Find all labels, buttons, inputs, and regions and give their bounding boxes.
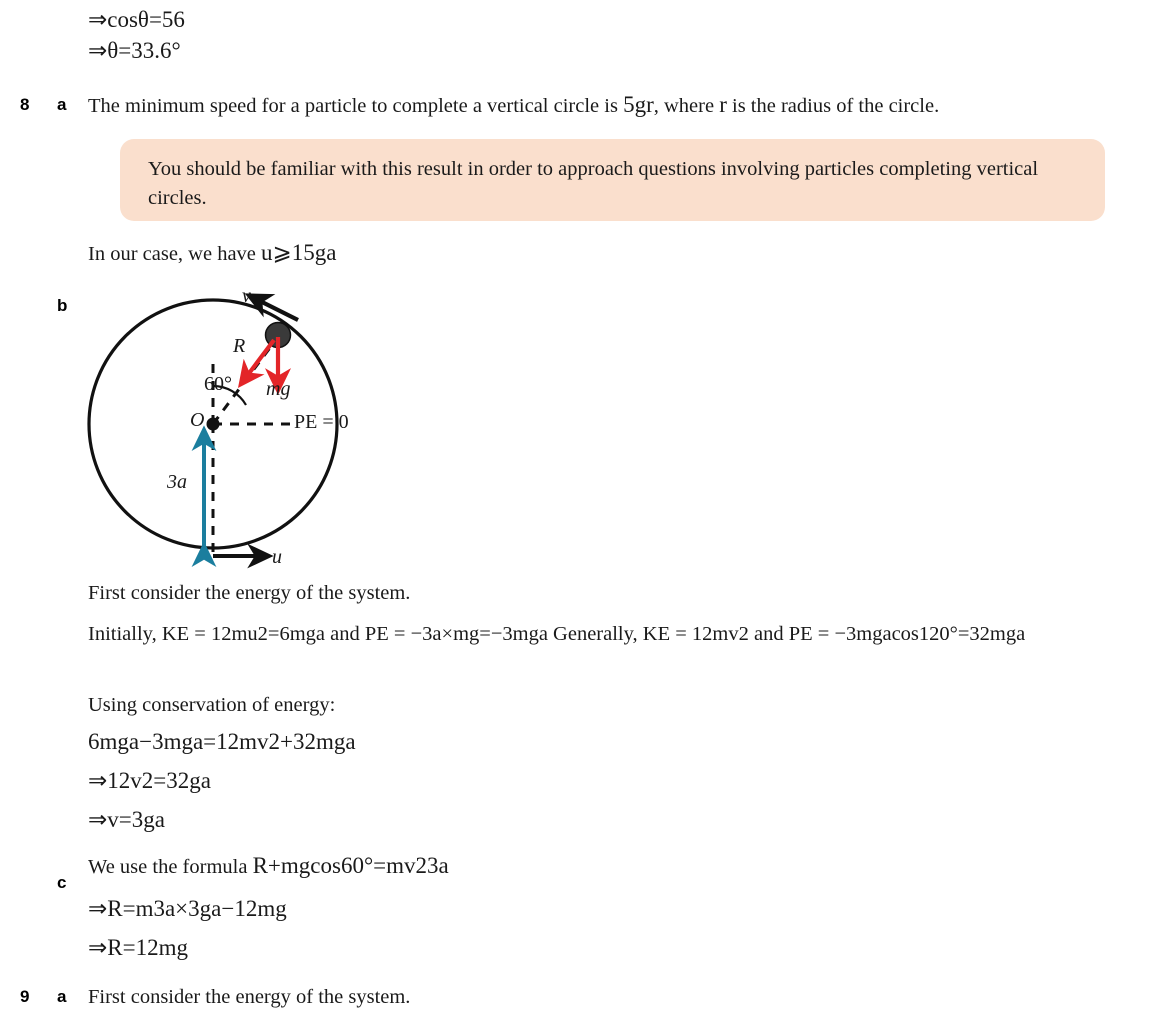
label-radius-3a: 3a (167, 471, 187, 493)
answer-8c-prefix: We use the formula (88, 856, 253, 878)
vertical-circle-diagram (78, 285, 378, 575)
answer-8b-line-5: ⇒12v2=32ga (88, 768, 211, 793)
answer-8c-math-formula: R+mgcos60°=mv23a (252, 853, 449, 878)
label-angle-60: 60° (204, 373, 232, 395)
part-letter-8b: b (57, 296, 68, 315)
label-centre-O: O (190, 409, 205, 431)
answer-8a-statement-prefix: The minimum speed for a particle to complete a vertical circle is (88, 95, 624, 117)
tip-callout-box (120, 139, 1105, 221)
answer-8b-line-1: First consider the energy of the system. (88, 582, 411, 604)
part-letter-8a: a (57, 95, 67, 114)
math-line-theta-value: ⇒θ=33.6° (88, 38, 181, 63)
answer-8b-line-3: Using conservation of energy: (88, 694, 336, 716)
part-letter-9a: a (57, 987, 67, 1006)
answer-8a-statement (88, 90, 939, 121)
label-reaction-R: R (233, 335, 246, 357)
answer-8c-line-2: ⇒R=m3a×3ga−12mg (88, 896, 287, 921)
label-initial-speed-u: u (272, 546, 282, 568)
tip-callout-text: You should be familiar with this result in order to approach questions involving particles completing vertical circles. (148, 158, 1039, 209)
answer-8a-followup-prefix: In our case, we have (88, 243, 262, 265)
label-weight-mg: mg (266, 378, 291, 400)
centre-point-dot (207, 418, 220, 431)
answer-8a-statement-suffix2: is the radius of the circle. (726, 95, 940, 117)
label-velocity-v: v (242, 285, 251, 307)
answer-9a-line-1: First consider the energy of the system. (88, 986, 411, 1008)
answer-8c-formula-line (88, 851, 449, 882)
math-line-cos-theta: ⇒cosθ=56 (88, 7, 185, 32)
answer-8c-line-3: ⇒R=12mg (88, 935, 188, 960)
answer-8a-math-r: r (719, 92, 727, 117)
part-letter-8c: c (57, 873, 67, 892)
label-pe-zero: PE = 0 (294, 411, 349, 433)
answer-8b-line-4: 6mga−3mga=12mv2+32mga (88, 729, 356, 754)
question-number-9: 9 (20, 987, 30, 1006)
answer-8a-followup (88, 238, 337, 269)
answer-8a-math-5gr: 5gr (623, 92, 654, 117)
answer-8a-math-u-ge-15ga: u⩾15ga (261, 240, 337, 265)
answer-8b-line-6: ⇒v=3ga (88, 807, 165, 832)
question-number-8: 8 (20, 95, 30, 114)
answer-8a-statement-suffix: , where (653, 95, 720, 117)
answer-8b-line-2: Initially, KE = 12mu2=6mga and PE = −3a×mg=−3mga Generally, KE = 12mv2 and PE = −3mgacos120°=32mga (88, 623, 1026, 645)
